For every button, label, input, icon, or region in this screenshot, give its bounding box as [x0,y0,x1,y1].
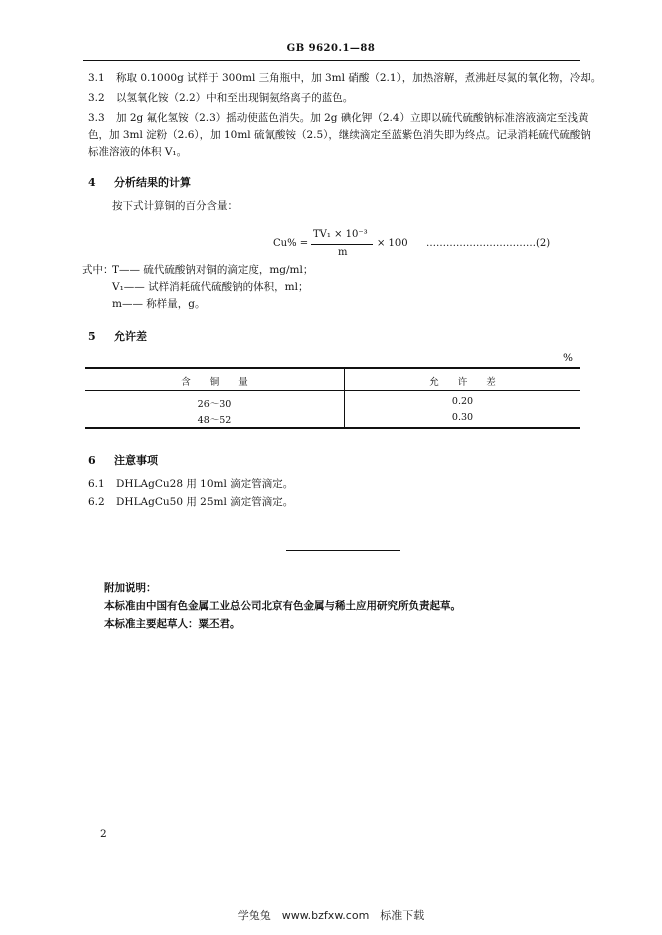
section-number: 6 [88,454,96,467]
note-text: DHLAgCu50 用 25ml 滴定管滴定。 [116,496,294,508]
header-rule [83,60,580,61]
formula-lhs: Cu% = [273,238,309,249]
step-3-3 [88,110,589,127]
section-4-heading [88,174,191,190]
table-cell-content: 26～30 [197,399,232,410]
note-text: DHLAgCu28 用 10ml 滴定管滴定。 [116,478,294,490]
section-5-heading [88,328,147,344]
formula-numerator: TV₁ × 10⁻³ [313,229,368,240]
table-top-rule [85,367,580,369]
section-4-intro: 按下式计算铜的百分含量： [112,200,238,212]
section-number: 5 [88,330,96,343]
where-label: 式中： [82,264,114,276]
equation-reference: ……………………………(2) [426,238,551,249]
end-separator [286,550,400,551]
table-header-content: 含 铜 量 [181,377,248,388]
table-cell-tolerance: 0.30 [451,412,474,423]
appendix-line-1: 本标准由中国有色金属工业总公司北京有色金属与稀土应用研究所负责起草。 [104,600,461,612]
table-header-tolerance: 允 许 差 [429,377,496,388]
step-3-3-line-2: 色，加 3ml 淀粉（2.6），加 10ml 硫氰酸铵（2.5），继续滴定至蓝紫色消失即为终点。记录消耗硫代硫酸钠 [88,129,591,141]
note-number: 6.1 [88,478,105,490]
note-6-1 [88,476,293,493]
step-3-2 [88,90,353,107]
standard-number-header: GB 9620.1—88 [286,43,376,54]
step-text: 加 2g 氟化氢铵（2.3）摇动使蓝色消失。加 2g 碘化钾（2.4）立即以硫代硫酸钠标准溶液滴定至浅黄 [116,112,589,124]
table-header-rule [85,390,580,391]
section-title: 分析结果的计算 [114,176,191,189]
section-number: 4 [88,176,96,189]
step-text: 称取 0.1000g 试样于 300ml 三角瓶中，加 3ml 硝酸（2.1），加热溶解，煮沸赶尽氮的氧化物，冷却。 [116,72,602,84]
variable-t: T—— 硫代硫酸钠对铜的滴定度，mg/ml； [112,264,314,276]
table-cell-content: 48～52 [197,415,232,426]
footer-watermark: 学兔兔 www.bzfxw.com 标准下载 [237,909,425,922]
appendix-line-2: 本标准主要起草人：粟丕君。 [104,618,241,630]
variable-m: m—— 称样量，g。 [112,298,206,310]
section-6-heading [88,452,158,468]
section-title: 注意事项 [114,454,158,467]
step-3-1 [88,70,601,87]
step-text: 以氢氧化铵（2.2）中和至出现铜氨络离子的蓝色。 [116,92,354,104]
step-number: 3.2 [88,92,105,104]
note-number: 6.2 [88,496,105,508]
formula-tail: × 100 [377,238,408,249]
section-title: 允许差 [114,330,147,343]
formula-denominator: m [338,247,348,258]
page-number: 2 [100,828,107,840]
variable-v1: V₁—— 试样消耗硫代硫酸钠的体积，ml； [112,281,309,293]
step-number: 3.3 [88,112,105,124]
table-cell-tolerance: 0.20 [451,396,474,407]
table-unit: % [563,352,573,364]
step-number: 3.1 [88,72,105,84]
appendix-title: 附加说明： [104,582,157,594]
table-bottom-rule [85,427,580,429]
step-3-3-line-3: 标准溶液的体积 V₁。 [88,146,188,158]
fraction-bar [311,244,373,245]
note-6-2 [88,494,293,511]
